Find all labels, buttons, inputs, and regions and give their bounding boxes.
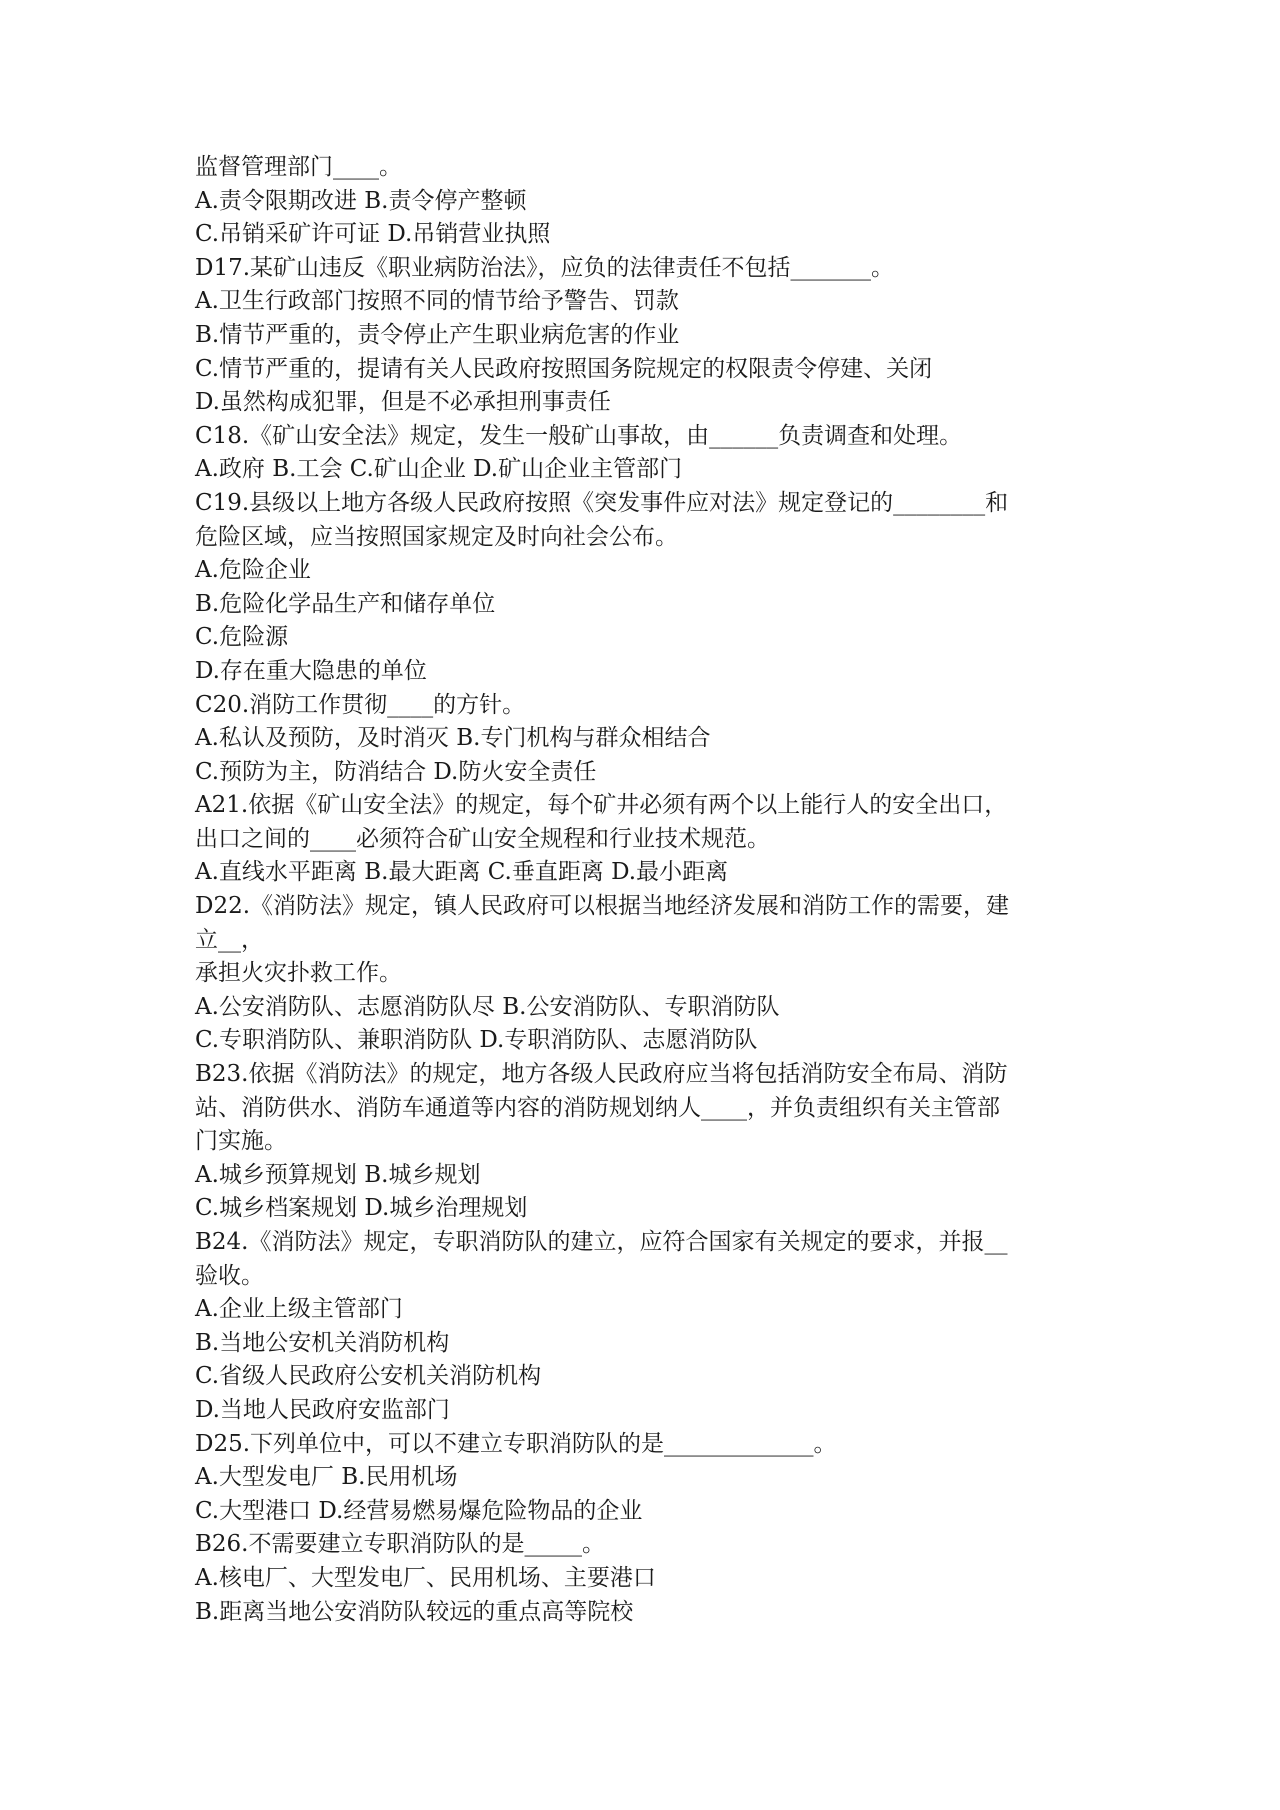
text-line: A.企业上级主管部门 [195,1296,403,1323]
text-line: A.城乡预算规划 B.城乡规划 [195,1161,481,1188]
text-line: A.责令限期改进 B.责令停产整顿 [195,187,527,214]
text-line: C20.消防工作贯彻____的方针。 [195,691,526,718]
text-line: B.危险化学品生产和储存单位 [195,590,496,617]
text-line: A21.依据《矿山安全法》的规定，每个矿井必须有两个以上能行人的安全出口， [195,792,1008,819]
text-line: 站、消防供水、消防车通道等内容的消防规划纳人____，并负责组织有关主管部 [195,1094,1000,1121]
text-line: C.省级人民政府公安机关消防机构 [195,1363,542,1390]
text-line: 监督管理部门____。 [195,154,402,180]
text-line: A.公安消防队、志愿消防队尽 B.公安消防队、专职消防队 [195,993,780,1020]
text-line: C.情节严重的，提请有关人民政府按照国务院规定的权限责令停建、关闭 [195,355,933,382]
text-line: C.危险源 [195,624,289,651]
text-line: D17.某矿山违反《职业病防治法》，应负的法律责任不包括_______。 [195,254,895,281]
text-line: 立__， [195,926,264,953]
text-line: 危险区域，应当按照国家规定及时向社会公布。 [195,523,678,550]
text-line: C19.县级以上地方各级人民政府按照《突发事件应对法》规定登记的________和 [195,489,1009,516]
document-body [195,151,1095,1629]
text-line: A.卫生行政部门按照不同的情节给予警告、罚款 [195,288,679,315]
text-line: 出口之间的____必须符合矿山安全规程和行业技术规范。 [195,825,770,852]
text-line: D25.下列单位中，可以不建立专职消防队的是_____________。 [195,1430,837,1457]
text-line: 门实施。 [195,1128,287,1155]
text-line: 验收。 [195,1262,264,1289]
text-line: B.距离当地公安消防队较远的重点高等院校 [195,1598,634,1625]
text-line: B23.依据《消防法》的规定，地方各级人民政府应当将包括消防安全布局、消防 [195,1061,1008,1088]
text-line: B.情节严重的，责令停止产生职业病危害的作业 [195,321,680,348]
text-line: A.私认及预防，及时消灭 B.专门机构与群众相结合 [195,725,711,752]
text-line: A.危险企业 [195,557,311,584]
text-line: D.当地人民政府安监部门 [195,1396,450,1423]
text-line: A.大型发电厂 B.民用机场 [195,1464,458,1491]
text-line: 承担火灾扑救工作。 [195,960,402,987]
text-line: D.虽然构成犯罪，但是不必承担刑事责任 [195,389,611,416]
text-line: C.大型港口 D.经营易燃易爆危险物品的企业 [195,1497,643,1524]
text-line: C.城乡档案规划 D.城乡治理规划 [195,1195,528,1222]
text-line: A.核电厂、大型发电厂、民用机场、主要港口 [195,1564,656,1591]
text-line: A.直线水平距离 B.最大距离 C.垂直距离 D.最小距离 [195,859,729,886]
text-line: D22.《消防法》规定，镇人民政府可以根据当地经济发展和消防工作的需要，建 [195,893,1010,920]
text-line: C.专职消防队、兼职消防队 D.专职消防队、志愿消防队 [195,1027,758,1054]
text-line: C.预防为主，防消结合 D.防火安全责任 [195,758,597,785]
text-line: B26.不需要建立专职消防队的是_____。 [195,1531,605,1558]
text-line: B.当地公安机关消防机构 [195,1329,450,1356]
text-line: C.吊销采矿许可证 D.吊销营业执照 [195,221,551,248]
text-line: D.存在重大隐患的单位 [195,657,427,684]
text-line: B24.《消防法》规定，专职消防队的建立，应符合国家有关规定的要求，并报__ [195,1229,1008,1255]
text-line: C18.《矿山安全法》规定，发生一般矿山事故，由______负责调查和处理。 [195,422,963,449]
text-line: A.政府 B.工会 C.矿山企业 D.矿山企业主管部门 [195,456,683,483]
